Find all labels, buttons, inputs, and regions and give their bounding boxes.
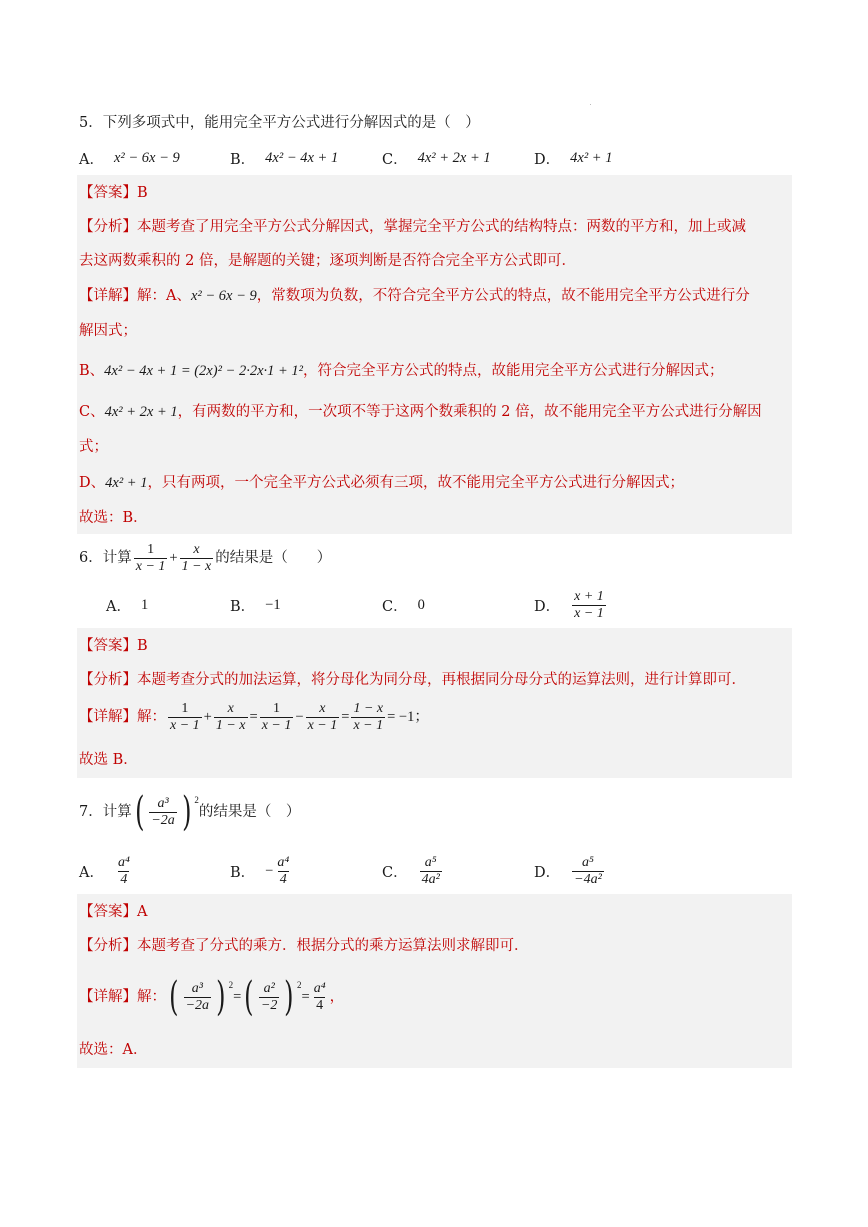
q7-stem [79, 790, 300, 834]
scan-dot [590, 104, 591, 105]
q5-analysis-line2: 去这两数乘积的 2 倍，是解题的关键；逐项判断是否符合完全平方公式即可． [79, 253, 576, 269]
detail-prefix: D、 [79, 475, 106, 491]
q5-detail-c [79, 402, 762, 422]
option-fraction [572, 589, 606, 622]
detail-prefix: 解： [137, 989, 166, 1005]
option-expr: −1 [265, 596, 281, 613]
left-paren: ( [134, 789, 145, 835]
exponent: 2 [228, 980, 234, 990]
q5-detail-d [79, 473, 684, 493]
option-expr: 1 [140, 596, 149, 613]
detail-text: ，常数项为负数，不符合完全平方公式的特点，故不能用完全平方公式进行分 [256, 288, 750, 304]
numerator: 1 − x [353, 700, 384, 716]
denominator: x − 1 [574, 605, 604, 621]
numerator: x [319, 700, 326, 716]
option-label: A． [106, 598, 131, 615]
option-sign: − [265, 862, 274, 879]
detail-end: = −1； [387, 709, 429, 725]
q6-answer [79, 636, 148, 656]
q5-option-b [230, 141, 338, 175]
detail-expr: 4x² + 1 [105, 475, 148, 491]
numerator: 1 [147, 541, 155, 557]
q5-option-c [382, 141, 491, 175]
option-fraction [572, 855, 604, 888]
q7-conclusion: 故选：A． [79, 1042, 148, 1058]
numerator: x [193, 541, 200, 557]
detail-end: ， [329, 989, 345, 1005]
numerator: x [227, 700, 234, 716]
detail-tag: 【详解】 [79, 709, 137, 725]
answer-tag: 【答案】 [79, 185, 137, 201]
detail-text: ，只有两项，一个完全平方公式必须有三项，故不能用完全平方公式进行分解因式； [147, 475, 684, 491]
q7-stem-prefix: 7．计算 [79, 804, 132, 820]
option-fraction [116, 855, 132, 888]
op: = [249, 709, 258, 725]
numerator: a⁵ [424, 854, 437, 870]
denominator: x − 1 [170, 717, 200, 733]
denominator: x − 1 [353, 717, 384, 733]
denominator: x − 1 [261, 717, 292, 733]
option-expr: x² − 6x − 9 [113, 149, 180, 166]
denominator: x − 1 [307, 717, 338, 733]
detail-prefix: B、 [79, 363, 105, 379]
op: = [301, 989, 310, 1005]
detail-tag: 【详解】 [79, 288, 137, 304]
q5-answer [79, 183, 148, 203]
denominator: −2a [185, 997, 210, 1013]
option-label: C． [382, 151, 408, 168]
q7-solution-box [77, 894, 792, 1068]
detail-prefix: 解： [137, 709, 166, 725]
frac [312, 981, 328, 1014]
numerator: a⁵ [582, 854, 594, 870]
denominator: 4 [120, 871, 128, 887]
detail-text: ，有两数的平方和，一次项不等于这两个数乘积的 2 倍，故不能用完全平方公式进行分解因 [177, 404, 762, 420]
analysis-tag: 【分析】 [79, 672, 137, 688]
denominator: 1 − x [215, 717, 246, 733]
power-expr [166, 974, 234, 1020]
q6-options [79, 587, 799, 623]
q6-option-b [230, 587, 281, 623]
q7-options [79, 852, 799, 890]
q7-stem-suffix: 的结果是（ ） [198, 804, 301, 820]
q5-detail-b [79, 361, 724, 381]
detail-expr: 4x² − 4x + 1 = (2x)² − 2·2x·1 + 1² [104, 363, 304, 379]
numerator: a³ [191, 980, 203, 996]
q6-option-d [534, 587, 608, 623]
denominator: −2 [260, 997, 278, 1013]
detail-prefix: C、 [79, 404, 105, 420]
answer-value: B [137, 638, 148, 654]
q7-power-expr [132, 789, 199, 835]
numerator: a² [263, 980, 275, 996]
frac [351, 701, 385, 734]
q6-stem-prefix: 6．计算 [79, 550, 132, 566]
left-paren: ( [244, 974, 254, 1020]
denominator: 1 − x [181, 558, 212, 574]
left-paren: ( [169, 974, 179, 1020]
q5-analysis-line1 [79, 217, 746, 237]
q6-detail [79, 699, 429, 735]
numerator: 1 [273, 700, 281, 716]
q5-stem: 5．下列多项式中，能用完全平方公式进行分解因式的是（ ） [79, 115, 480, 131]
option-label: B． [230, 598, 256, 615]
plus-sign: + [169, 550, 178, 566]
analysis-tag: 【分析】 [79, 938, 137, 954]
q5-detail-a [79, 286, 750, 306]
q5-solution-box [77, 175, 792, 534]
q6-option-a [106, 587, 148, 623]
analysis-tag: 【分析】 [79, 219, 137, 235]
op: + [203, 709, 212, 725]
numerator: 1 [181, 700, 189, 716]
q6-solution-box [77, 628, 792, 778]
denominator: 4a² [421, 871, 440, 887]
numerator: a⁴ [117, 854, 130, 870]
right-paren: ) [181, 789, 192, 835]
option-expr: 0 [417, 596, 425, 613]
denominator: −2a [151, 812, 175, 828]
q7-analysis [79, 936, 529, 956]
frac [168, 701, 202, 734]
detail-text: ，符合完全平方公式的特点，故能用完全平方公式进行分解因式； [303, 363, 724, 379]
numerator: a⁴ [313, 980, 326, 996]
frac [184, 981, 211, 1014]
option-label: C． [382, 864, 408, 881]
option-label: B． [230, 151, 256, 168]
q6-stem [79, 540, 331, 576]
answer-tag: 【答案】 [79, 904, 137, 920]
answer-tag: 【答案】 [79, 638, 137, 654]
option-label: A． [79, 151, 104, 168]
option-label: D． [534, 151, 561, 168]
frac [214, 701, 248, 734]
option-expr: 4x² − 4x + 1 [265, 149, 339, 166]
option-expr: 4x² + 2x + 1 [417, 149, 491, 166]
answer-value: A [137, 904, 148, 920]
option-label: A． [79, 864, 104, 881]
q7-detail-equation [166, 974, 330, 1020]
q7-answer [79, 902, 147, 922]
detail-tag: 【详解】 [79, 989, 137, 1005]
denominator: −4a² [574, 871, 602, 887]
q6-stem-suffix: 的结果是（ ） [215, 550, 332, 566]
denominator: 4 [279, 871, 287, 887]
q6-detail-equation [166, 701, 429, 734]
option-label: B． [230, 864, 256, 881]
answer-value: B [137, 185, 148, 201]
op: = [233, 989, 242, 1005]
q5-detail-c-cont: 式； [79, 439, 108, 455]
q7-detail [79, 974, 344, 1020]
power-expr [241, 974, 302, 1020]
numerator: a³ [157, 795, 169, 811]
numerator: a⁴ [277, 854, 290, 870]
detail-expr: x² − 6x − 9 [190, 288, 257, 304]
q6-option-c [382, 587, 425, 623]
q6-fraction-2 [180, 542, 214, 575]
option-label: C． [382, 598, 408, 615]
denominator: 4 [316, 997, 324, 1013]
exponent: 2 [297, 980, 302, 990]
right-paren: ) [284, 974, 294, 1020]
q6-analysis [79, 670, 746, 690]
denominator: x − 1 [135, 558, 166, 574]
detail-prefix: 解：A、 [137, 288, 191, 304]
q5-conclusion: 故选：B． [79, 510, 148, 526]
option-label: D． [534, 864, 561, 881]
q5-options [79, 141, 799, 175]
right-paren: ) [216, 974, 226, 1020]
frac [306, 701, 340, 734]
q7-option-a [79, 852, 134, 890]
analysis-text: 本题考查了用完全平方公式分解因式，掌握完全平方公式的结构特点：两数的平方和，加上或减 [137, 219, 746, 235]
frac [259, 981, 279, 1014]
detail-expr: 4x² + 2x + 1 [104, 404, 178, 420]
q7-option-b [230, 852, 293, 890]
op: = [341, 709, 350, 725]
option-fraction [420, 855, 442, 888]
numerator: x + 1 [574, 588, 604, 604]
analysis-text: 本题考查分式的加法运算，将分母化为同分母，再根据同分母分式的运算法则，进行计算即可． [137, 672, 746, 688]
frac [260, 701, 294, 734]
q7-option-d [534, 852, 606, 890]
q6-fraction-1 [134, 542, 168, 575]
option-fraction [275, 855, 291, 888]
exponent: 2 [194, 795, 199, 805]
q5-option-a [79, 141, 180, 175]
op: − [295, 709, 304, 725]
q5-option-d [534, 141, 612, 175]
q5-detail-a-cont: 解因式； [79, 323, 137, 339]
q7-option-c [382, 852, 444, 890]
q6-conclusion: 故选 B． [79, 752, 138, 768]
analysis-text: 本题考查了分式的乘方．根据分式的乘方运算法则求解即可． [137, 938, 529, 954]
option-label: D． [534, 598, 561, 615]
frac [149, 796, 176, 829]
option-expr: 4x² + 1 [570, 149, 613, 166]
